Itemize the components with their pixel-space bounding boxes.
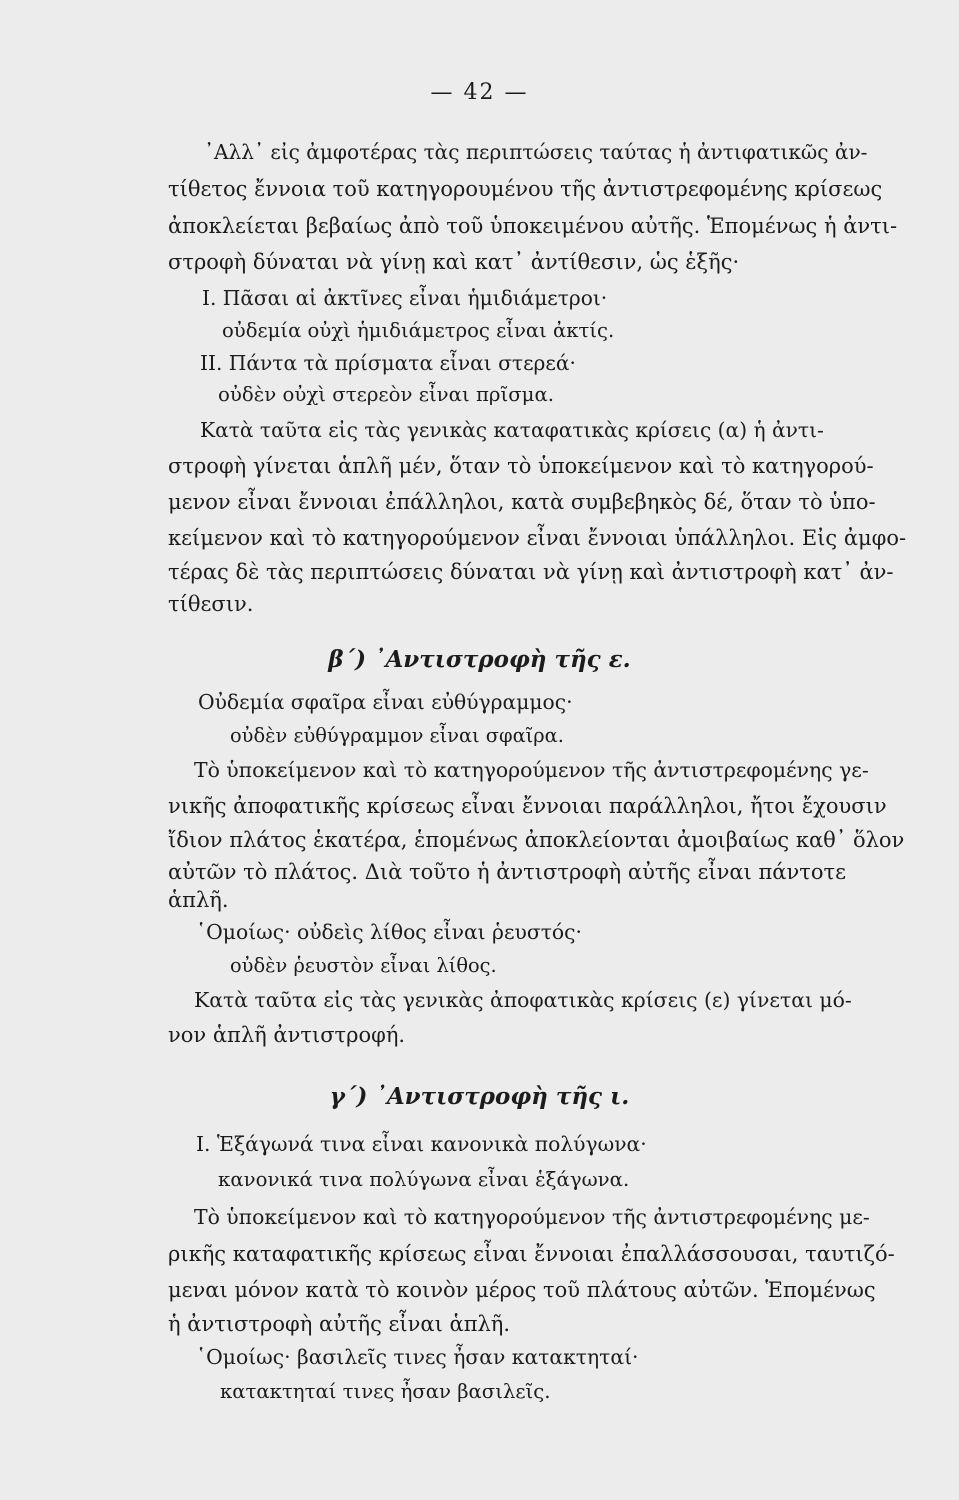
- text-line: νικῆς ἀποφατικῆς κρίσεως εἶναι ἔννοιαι παράλληλοι, ἤτοι ἔχουσιν: [168, 794, 887, 818]
- text-line: τέρας δὲ τὰς περιπτώσεις δύναται νὰ γίνῃ καὶ ἀντιστροφὴ κατ᾿ ἀν-: [168, 560, 894, 584]
- text-line: οὐδὲν εὐθύγραμμον εἶναι σφαῖρα.: [230, 724, 564, 747]
- text-line: Κατὰ ταῦτα εἰς τὰς γενικὰς ἀποφατικὰς κρίσεις (ε) γίνεται μό-: [194, 988, 852, 1012]
- text-line: ἡ ἀντιστροφὴ αὐτῆς εἶναι ἁπλῆ.: [168, 1312, 511, 1336]
- text-line: μενον εἶναι ἔννοιαι ἐπάλληλοι, κατὰ συμβεβηκὸς δέ, ὅταν τὸ ὑπο-: [168, 490, 876, 514]
- text-line: κατακτηταί τινες ἦσαν βασιλεῖς.: [220, 1380, 551, 1403]
- section-heading: γ΄) ᾿Αντιστροφὴ τῆς ι.: [329, 1083, 630, 1110]
- text-line: Τὸ ὑποκείμενον καὶ τὸ κατηγορούμενον τῆς ἀντιστρεφομένης γε-: [194, 758, 869, 782]
- text-line: II. Πάντα τὰ πρίσματα εἶναι στερεά·: [200, 351, 576, 375]
- text-line: αὐτῶν τὸ πλάτος. Διὰ τοῦτο ἡ ἀντιστροφὴ αὐτῆς εἶναι πάντοτε: [168, 860, 846, 884]
- text-line: στροφὴ δύναται νὰ γίνῃ καὶ κατ᾿ ἀντίθεσιν, ὡς ἑξῆς·: [168, 250, 740, 274]
- page-number: — 42 —: [430, 80, 529, 105]
- text-line: ρικῆς καταφατικῆς κρίσεως εἶναι ἔννοιαι ἐπαλλάσσουσαι, ταυτιζό-: [168, 1242, 895, 1266]
- text-line: κείμενον καὶ τὸ κατηγορούμενον εἶναι ἔννοιαι ὑπάλληλοι. Εἰς ἀμφο-: [168, 526, 907, 550]
- text-line: τίθεσιν.: [168, 592, 254, 616]
- text-line: ᾿Αλλ᾿ εἰς ἀμφοτέρας τὰς περιπτώσεις ταύτας ἡ ἀντιφατικῶς ἀν-: [204, 140, 868, 164]
- text-line: κανονικά τινα πολύγωνα εἶναι ἑξάγωνα.: [218, 1168, 630, 1191]
- text-line: τίθετος ἔννοια τοῦ κατηγορουμένου τῆς ἀντιστρεφομένης κρίσεως: [168, 177, 883, 201]
- text-line: ἴδιον πλάτος ἑκατέρα, ἑπομένως ἀποκλείονται ἀμοιβαίως καθ᾿ ὅλον: [168, 828, 905, 852]
- text-line: I. Ἑξάγωνά τινα εἶναι κανονικὰ πολύγωνα·: [196, 1132, 647, 1156]
- text-line: στροφὴ γίνεται ἁπλῆ μέν, ὅταν τὸ ὑποκείμενον καὶ τὸ κατηγορού-: [168, 454, 874, 478]
- text-line: οὐδεμία οὐχὶ ἡμιδιάμετρος εἶναι ἀκτίς.: [222, 319, 615, 342]
- text-line: ῾Ομοίως· βασιλεῖς τινες ἦσαν κατακτηταί·: [196, 1345, 639, 1369]
- text-line: Κατὰ ταῦτα εἰς τὰς γενικὰς καταφατικὰς κρίσεις (α) ἡ ἀντι-: [200, 418, 824, 442]
- text-line: νον ἁπλῆ ἀντιστροφή.: [168, 1023, 406, 1047]
- section-heading: β΄) ᾿Αντιστροφὴ τῆς ε.: [328, 646, 631, 673]
- text-line: οὐδὲν ῥευστὸν εἶναι λίθος.: [230, 954, 497, 977]
- text-line: μεναι μόνον κατὰ τὸ κοινὸν μέρος τοῦ πλάτους αὐτῶν. Ἑπομένως: [168, 1278, 876, 1302]
- text-line: I. Πᾶσαι αἱ ἀκτῖνες εἶναι ἡμιδιάμετροι·: [202, 286, 608, 310]
- text-line: ῾Ομοίως· οὐδεὶς λίθος εἶναι ῥευστός·: [196, 920, 582, 944]
- text-line: Τὸ ὑποκείμενον καὶ τὸ κατηγορούμενον τῆς ἀντιστρεφομένης με-: [194, 1205, 870, 1229]
- text-line: Οὐδεμία σφαῖρα εἶναι εὐθύγραμμος·: [198, 690, 573, 714]
- text-line: ἀποκλείεται βεβαίως ἀπὸ τοῦ ὑποκειμένου αὐτῆς. Ἑπομένως ἡ ἀντι-: [168, 214, 898, 238]
- text-line: ἁπλῆ.: [168, 888, 229, 912]
- text-line: οὐδὲν οὐχὶ στερεὸν εἶναι πρῖσμα.: [218, 383, 555, 406]
